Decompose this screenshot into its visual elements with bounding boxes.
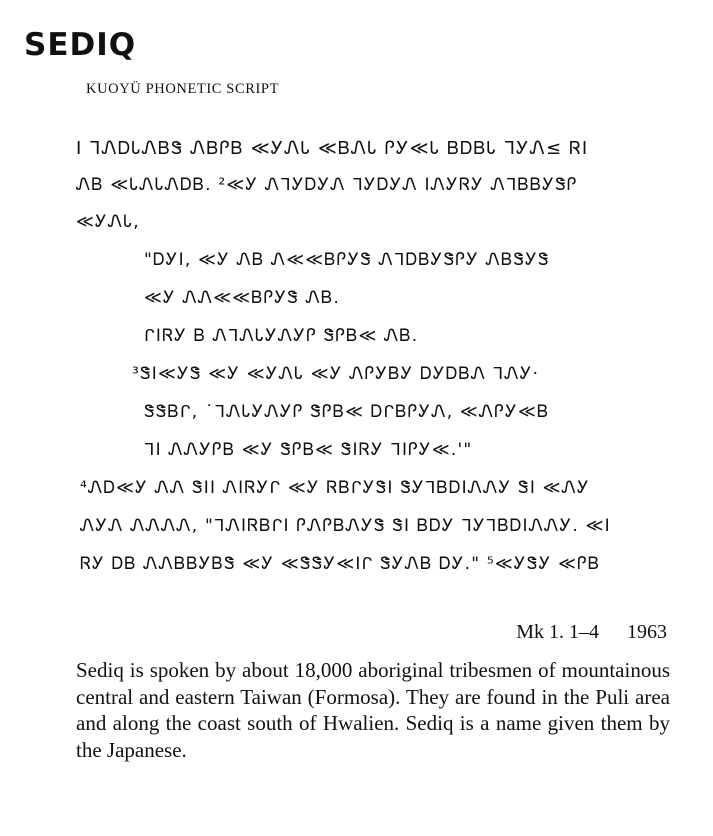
script-line: ≪ᎩᏁᏓ, — [76, 212, 140, 232]
script-line: ᏕᏕᏴᒋ, ˙ᒣᏁᏓᎩᏁᎩᎵ ᏕᎵᏴ≪ ᎠᒋᏴᎵᎩᏁ, ≪ᏁᎵᎩ≪Ᏼ — [144, 402, 550, 422]
script-line: ⁴ᏁᎠ≪Ꭹ ᏁᏁ ᏕII ᏁIᏒᎩᒋ ≪Ꭹ ᏒᏴᒋᎩᏕI ᏕᎩᒣᏴᎠIᏁᏁᎩ ᏕI ≪ᏁᎩ — [80, 478, 590, 498]
script-line: ᒋIᏒᎩ Ᏼ ᏁᒣᏁᏓᎩᏁᎩᎵ ᏕᎵᏴ≪ ᏁᏴ. — [144, 326, 419, 346]
description-paragraph: Sediq is spoken by about 18,000 aboriginal tribesmen of mountainous central and eastern Taiwan (Formosa). They are found in the Puli area and along the coast south of Hwalien. Sediq is a name given them by the Japanese. — [76, 658, 670, 762]
script-line: ᒣI ᏁᏁᎩᎵᏴ ≪Ꭹ ᏕᎵᏴ≪ ᏕIᏒᎩ ᒣIᎵᎩ≪.'" — [144, 440, 473, 460]
script-line: ᏁᏴ ≪ᏓᏁᏓᏁᎠᏴ. ²≪Ꭹ ᏁᒣᎩᎠᎩᏁ ᒣᎩᎠᎩᏁ IᏁᎩᏒᎩ ᏁᒣᏴᏴᎩᏕᎵ — [76, 175, 578, 195]
page-title: SEDIQ — [24, 27, 137, 63]
script-line: ᏒᎩ ᎠᏴ ᏁᏁᏴᏴᎩᏴᏕ ≪Ꭹ ≪ᏕᏕᎩ≪Iᒋ ᏕᎩᏁᏴ ᎠᎩ." ⁵≪ᎩᏕᎩ ≪ᎵᏴ — [80, 554, 601, 574]
reference-year: 1963 — [627, 621, 667, 643]
script-line: ≪Ꭹ ᏁᏁ≪≪ᏴᎵᎩᏕ ᏁᏴ. — [144, 288, 340, 308]
scripture-reference — [516, 622, 667, 642]
script-line: ᏁᎩᏁ ᏁᏁᏁᏁ, "ᒣᏁIᏒᏴᒋI ᎵᏁᎵᏴᏁᎩᏕ ᏕI ᏴᎠᎩ ᒣᎩᒣᏴᎠIᏁᏁᎩ. ≪I — [80, 516, 611, 536]
reference-passage: Mk 1. 1–4 — [516, 621, 599, 643]
script-line: ³ᏕI≪ᎩᏕ ≪Ꭹ ≪ᎩᏁᏓ ≪Ꭹ ᏁᎵᎩᏴᎩ ᎠᎩᎠᏴᏁ ᒣᏁᎩ· — [132, 364, 540, 384]
script-line: "ᎠᎩI, ≪Ꭹ ᏁᏴ Ꮑ≪≪ᏴᎵᎩᏕ ᏁᒣᎠᏴᎩᏕᎵᎩ ᏁᏴᏕᎩᏕ — [144, 250, 550, 270]
page-subtitle: KUOYÜ PHONETIC SCRIPT — [86, 81, 280, 97]
script-line: I ᒣᏁᎠᏓᏁᏴᏕ ᏁᏴᎵᏴ ≪ᎩᏁᏓ ≪ᏴᏁᏓ ᎵᎩ≪Ꮣ ᏴᎠᏴᏓ ᒣᎩᏁ≤ ᏒI — [76, 138, 589, 159]
